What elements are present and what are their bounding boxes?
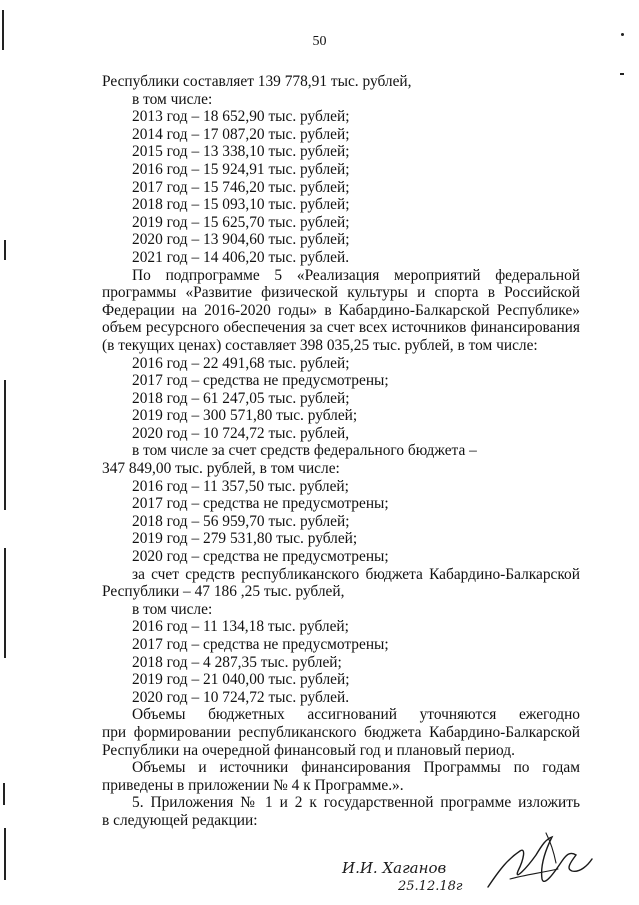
text-line: 2020 год – 10 724,72 тыс. рублей, — [132, 424, 350, 442]
text-line: 2018 год – 15 093,10 тыс. рублей; — [132, 196, 350, 214]
text-line: 2018 год – 4 287,35 тыс. рублей; — [132, 653, 342, 671]
text-line: 2016 год – 11 357,50 тыс. рублей; — [132, 477, 349, 495]
text-line: По подпрограмме 5 «Реализация мероприятий федеральной — [132, 266, 580, 284]
text-line: 2020 год – средства не предусмотрены; — [132, 548, 389, 566]
text-line: 2017 год – средства не предусмотрены; — [132, 372, 389, 390]
handwritten-date: 25.12.18г — [398, 879, 463, 894]
text-line: в том числе: — [132, 600, 213, 618]
scan-artifact-bar — [3, 783, 5, 805]
text-line: (в текущих ценах) составляет 398 035,25 тыс. рублей, в том числе: — [102, 336, 538, 354]
text-line: за счет средств республиканского бюджета Кабардино-Балкарской — [132, 565, 580, 583]
text-line: в том числе: — [132, 90, 213, 108]
text-line: 2019 год – 300 571,80 тыс. рублей; — [132, 407, 358, 425]
text-line: в следующей редакции: — [102, 811, 258, 829]
text-line: 2016 год – 15 924,91 тыс. рублей; — [132, 160, 350, 178]
text-line: 2020 год – 10 724,72 тыс. рублей. — [132, 688, 350, 706]
text-line: 2021 год – 14 406,20 тыс. рублей. — [132, 248, 350, 266]
text-line: при формировании республиканского бюджета Кабардино-Балкарской — [102, 723, 580, 741]
text-line: 347 849,00 тыс. рублей, в том числе: — [102, 460, 340, 478]
text-line: 2016 год – 22 491,68 тыс. рублей; — [132, 354, 350, 372]
text-line: 2019 год – 279 531,80 тыс. рублей; — [132, 530, 358, 548]
page-number: 50 — [312, 34, 327, 49]
text-line: объем ресурсного обеспечения за счет всех источников финансирования — [102, 319, 580, 337]
text-line: приведены в приложении № 4 к Программе.». — [102, 776, 404, 794]
text-line: Объемы бюджетных ассигнований уточняются ежегодно — [132, 706, 580, 724]
text-line: 5. Приложения № 1 и 2 к государственной программе изложить — [132, 794, 580, 812]
text-line: в том числе за счет средств федерального бюджета – — [132, 442, 477, 460]
text-line: Федерации на 2016-2020 годы» в Кабардино-Балкарской Республике» — [102, 301, 580, 319]
signature-area — [330, 825, 630, 905]
text-line: Республики – 47 186 ,25 тыс. рублей, — [102, 583, 345, 601]
text-line: 2013 год – 18 652,90 тыс. рублей; — [132, 108, 350, 126]
signature-icon — [480, 829, 600, 899]
text-line: Республики на очередной финансовый год и плановый период. — [102, 741, 515, 759]
text-line: 2015 год – 13 338,10 тыс. рублей; — [132, 143, 350, 161]
text-line: 2018 год – 56 959,70 тыс. рублей; — [132, 512, 350, 530]
text-line: 2017 год – 15 746,20 тыс. рублей; — [132, 178, 350, 196]
text-line: 2017 год – средства не предусмотрены; — [132, 495, 389, 513]
text-line: Объемы и источники финансирования Программы по годам — [132, 759, 580, 777]
text-line: 2016 год – 11 134,18 тыс. рублей; — [132, 618, 349, 636]
scan-artifact-speck — [620, 73, 624, 75]
scan-artifact-bar — [4, 828, 6, 880]
scan-artifact-bar — [4, 380, 6, 510]
text-line: 2020 год – 13 904,60 тыс. рублей; — [132, 231, 350, 249]
text-line: 2018 год – 61 247,05 тыс. рублей; — [132, 389, 350, 407]
document-body — [102, 73, 580, 830]
scan-artifact-bar — [2, 10, 4, 50]
text-line: 2014 год – 17 087,20 тыс. рублей; — [132, 125, 350, 143]
scan-artifact-speck — [621, 33, 624, 36]
text-line: 2019 год – 15 625,70 тыс. рублей; — [132, 213, 350, 231]
handwritten-name: И.И. Хаганов — [342, 859, 447, 877]
text-line: 2017 год – средства не предусмотрены; — [132, 636, 389, 653]
scan-artifact-bar — [4, 548, 6, 658]
text-line: 2019 год – 21 040,00 тыс. рублей; — [132, 671, 350, 689]
scan-artifact-bar — [4, 240, 6, 260]
text-line: Республики составляет 139 778,91 тыс. рублей, — [102, 73, 412, 90]
text-line: программы «Развитие физической культуры и спорта в Российской — [102, 284, 580, 302]
